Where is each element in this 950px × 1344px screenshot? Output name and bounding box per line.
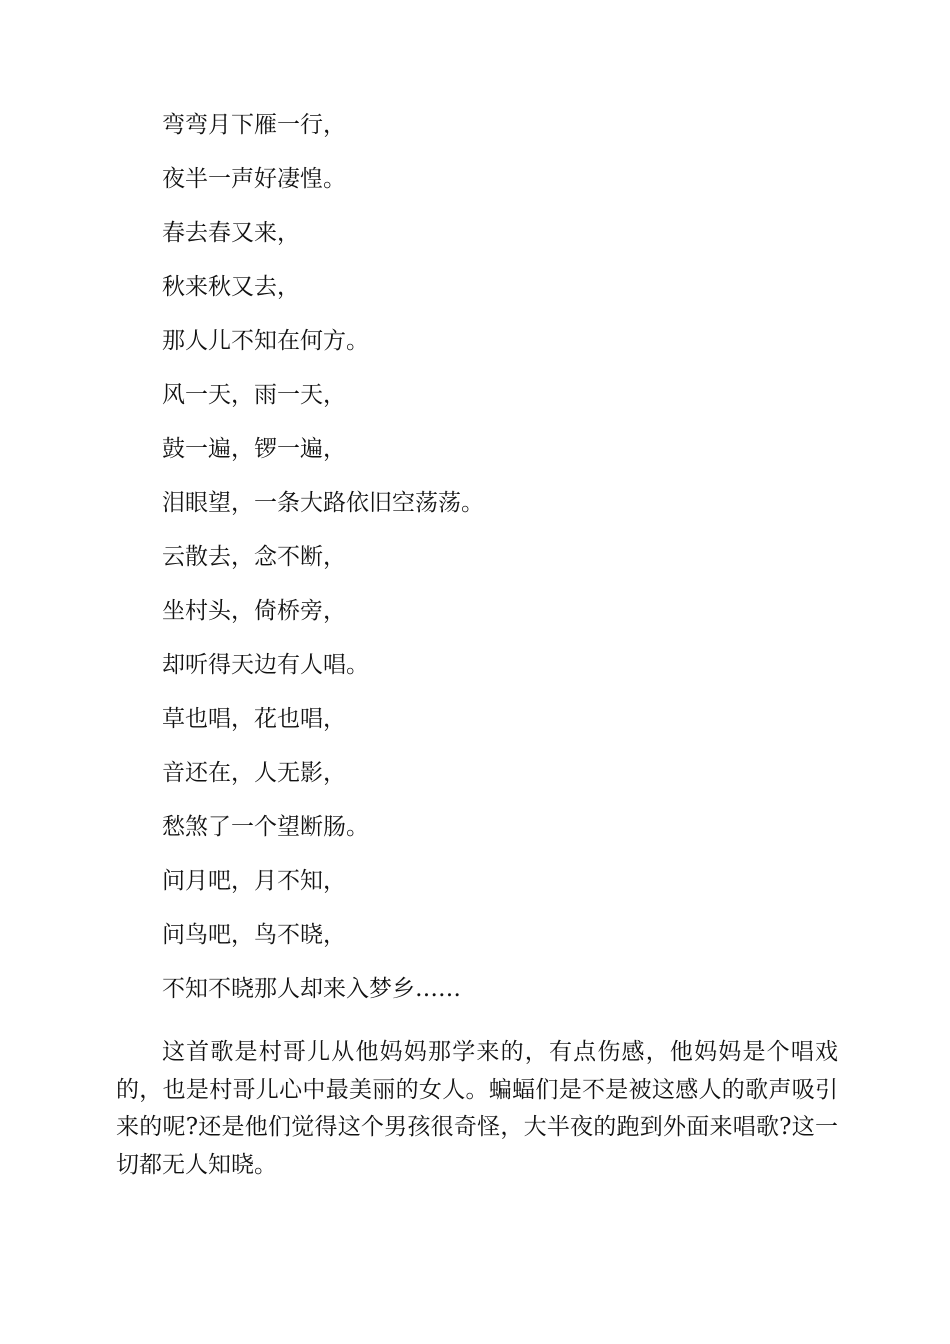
poem-line: 夜半一声好凄惶。 xyxy=(162,166,346,192)
poem-line: 春去春又来， xyxy=(162,220,300,246)
poem-line: 不知不晓那人却来入梦乡…… xyxy=(162,976,461,1002)
poem-block xyxy=(162,112,862,1030)
poem-line: 问鸟吧，鸟不晓， xyxy=(162,922,346,948)
poem-line: 弯弯月下雁一行， xyxy=(162,112,346,138)
poem-line: 鼓一遍，锣一遍， xyxy=(162,436,346,462)
poem-line: 却听得天边有人唱。 xyxy=(162,652,369,678)
poem-line: 音还在，人无影， xyxy=(162,760,346,786)
poem-line: 风一天，雨一天， xyxy=(162,382,346,408)
poem-line: 问月吧，月不知， xyxy=(162,868,346,894)
poem-line: 草也唱，花也唱， xyxy=(162,706,346,732)
poem-line: 泪眼望，一条大路依旧空荡荡。 xyxy=(162,490,484,516)
poem-line: 坐村头，倚桥旁， xyxy=(162,598,346,624)
prose-paragraph: 这首歌是村哥儿从他妈妈那学来的，有点伤感，他妈妈是个唱戏的，也是村哥儿心中最美丽的女人。蝙蝠们是不是被这感人的歌声吸引来的呢?还是他们觉得这个男孩很奇怪，大半夜的跑到外面来唱歌?这一切都无人知晓。 xyxy=(116,1039,838,1178)
poem-line: 那人儿不知在何方。 xyxy=(162,328,369,354)
poem-line: 云散去，念不断， xyxy=(162,544,346,570)
poem-line: 秋来秋又去， xyxy=(162,274,300,300)
poem-line: 愁煞了一个望断肠。 xyxy=(162,814,369,840)
